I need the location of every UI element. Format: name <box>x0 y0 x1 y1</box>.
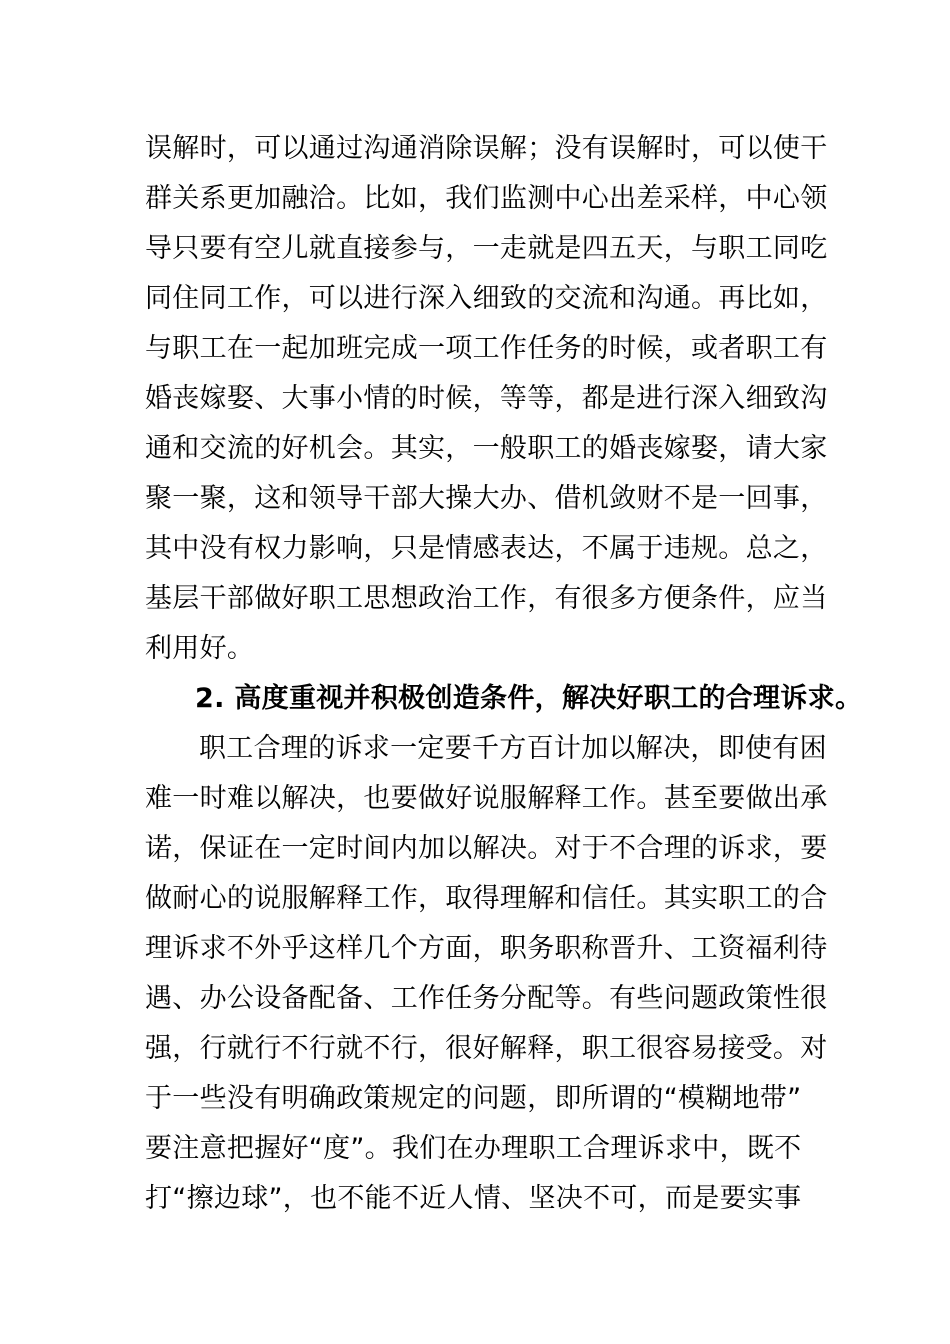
paragraph-line: 通和交流的好机会。其实，一般职工的婚丧嫁娶，请大家 <box>145 433 828 464</box>
paragraph-line: 强，行就行不行就不行，很好解释，职工很容易接受。对 <box>145 1033 828 1064</box>
paragraph-line: 与职工在一起加班完成一项工作任务的时候，或者职工有 <box>145 333 828 364</box>
paragraph-line: 职工合理的诉求一定要千方百计加以解决，即使有困 <box>199 733 827 764</box>
paragraph-line: 诺，保证在一定时间内加以解决。对于不合理的诉求，要 <box>145 833 828 864</box>
paragraph-line: 做耐心的说服解释工作，取得理解和信任。其实职工的合 <box>145 883 828 914</box>
paragraph-line: 要注意把握好“度”。我们在办理职工合理诉求中，既不 <box>145 1133 802 1164</box>
paragraph-line: 难一时难以解决，也要做好说服解释工作。甚至要做出承 <box>145 783 828 814</box>
paragraph-line: 打“擦边球”，也不能不近人情、坚决不可，而是要实事 <box>145 1183 802 1214</box>
paragraph-line: 利用好。 <box>145 633 255 664</box>
paragraph-line: 于一些没有明确政策规定的问题，即所谓的“模糊地带” <box>145 1083 802 1114</box>
document-body <box>145 124 863 1224</box>
paragraph-line: 导只要有空儿就直接参与，一走就是四五天，与职工同吃 <box>145 233 828 264</box>
paragraph-line: 理诉求不外乎这样几个方面，职务职称晋升、工资福利待 <box>145 933 828 964</box>
paragraph-line: 遇、办公设备配备、工作任务分配等。有些问题政策性很 <box>145 983 828 1014</box>
paragraph-line: 同住同工作，可以进行深入细致的交流和沟通。再比如， <box>145 283 828 314</box>
paragraph-line: 聚一聚，这和领导干部大操大办、借机敛财不是一回事， <box>145 483 828 514</box>
paragraph-line: 群关系更加融洽。比如，我们监测中心出差采样，中心领 <box>145 183 828 214</box>
paragraph-line: 基层干部做好职工思想政治工作，有很多方便条件，应当 <box>145 583 828 614</box>
paragraph-line: 其中没有权力影响，只是情感表达，不属于违规。总之， <box>145 533 828 564</box>
paragraph-line: 误解时，可以通过沟通消除误解；没有误解时，可以使干 <box>145 133 828 164</box>
paragraph-line: 婚丧嫁娶、大事小情的时候，等等，都是进行深入细致沟 <box>145 383 828 414</box>
section-heading: 2. 高度重视并积极创造条件，解决好职工的合理诉求。 <box>195 683 863 714</box>
